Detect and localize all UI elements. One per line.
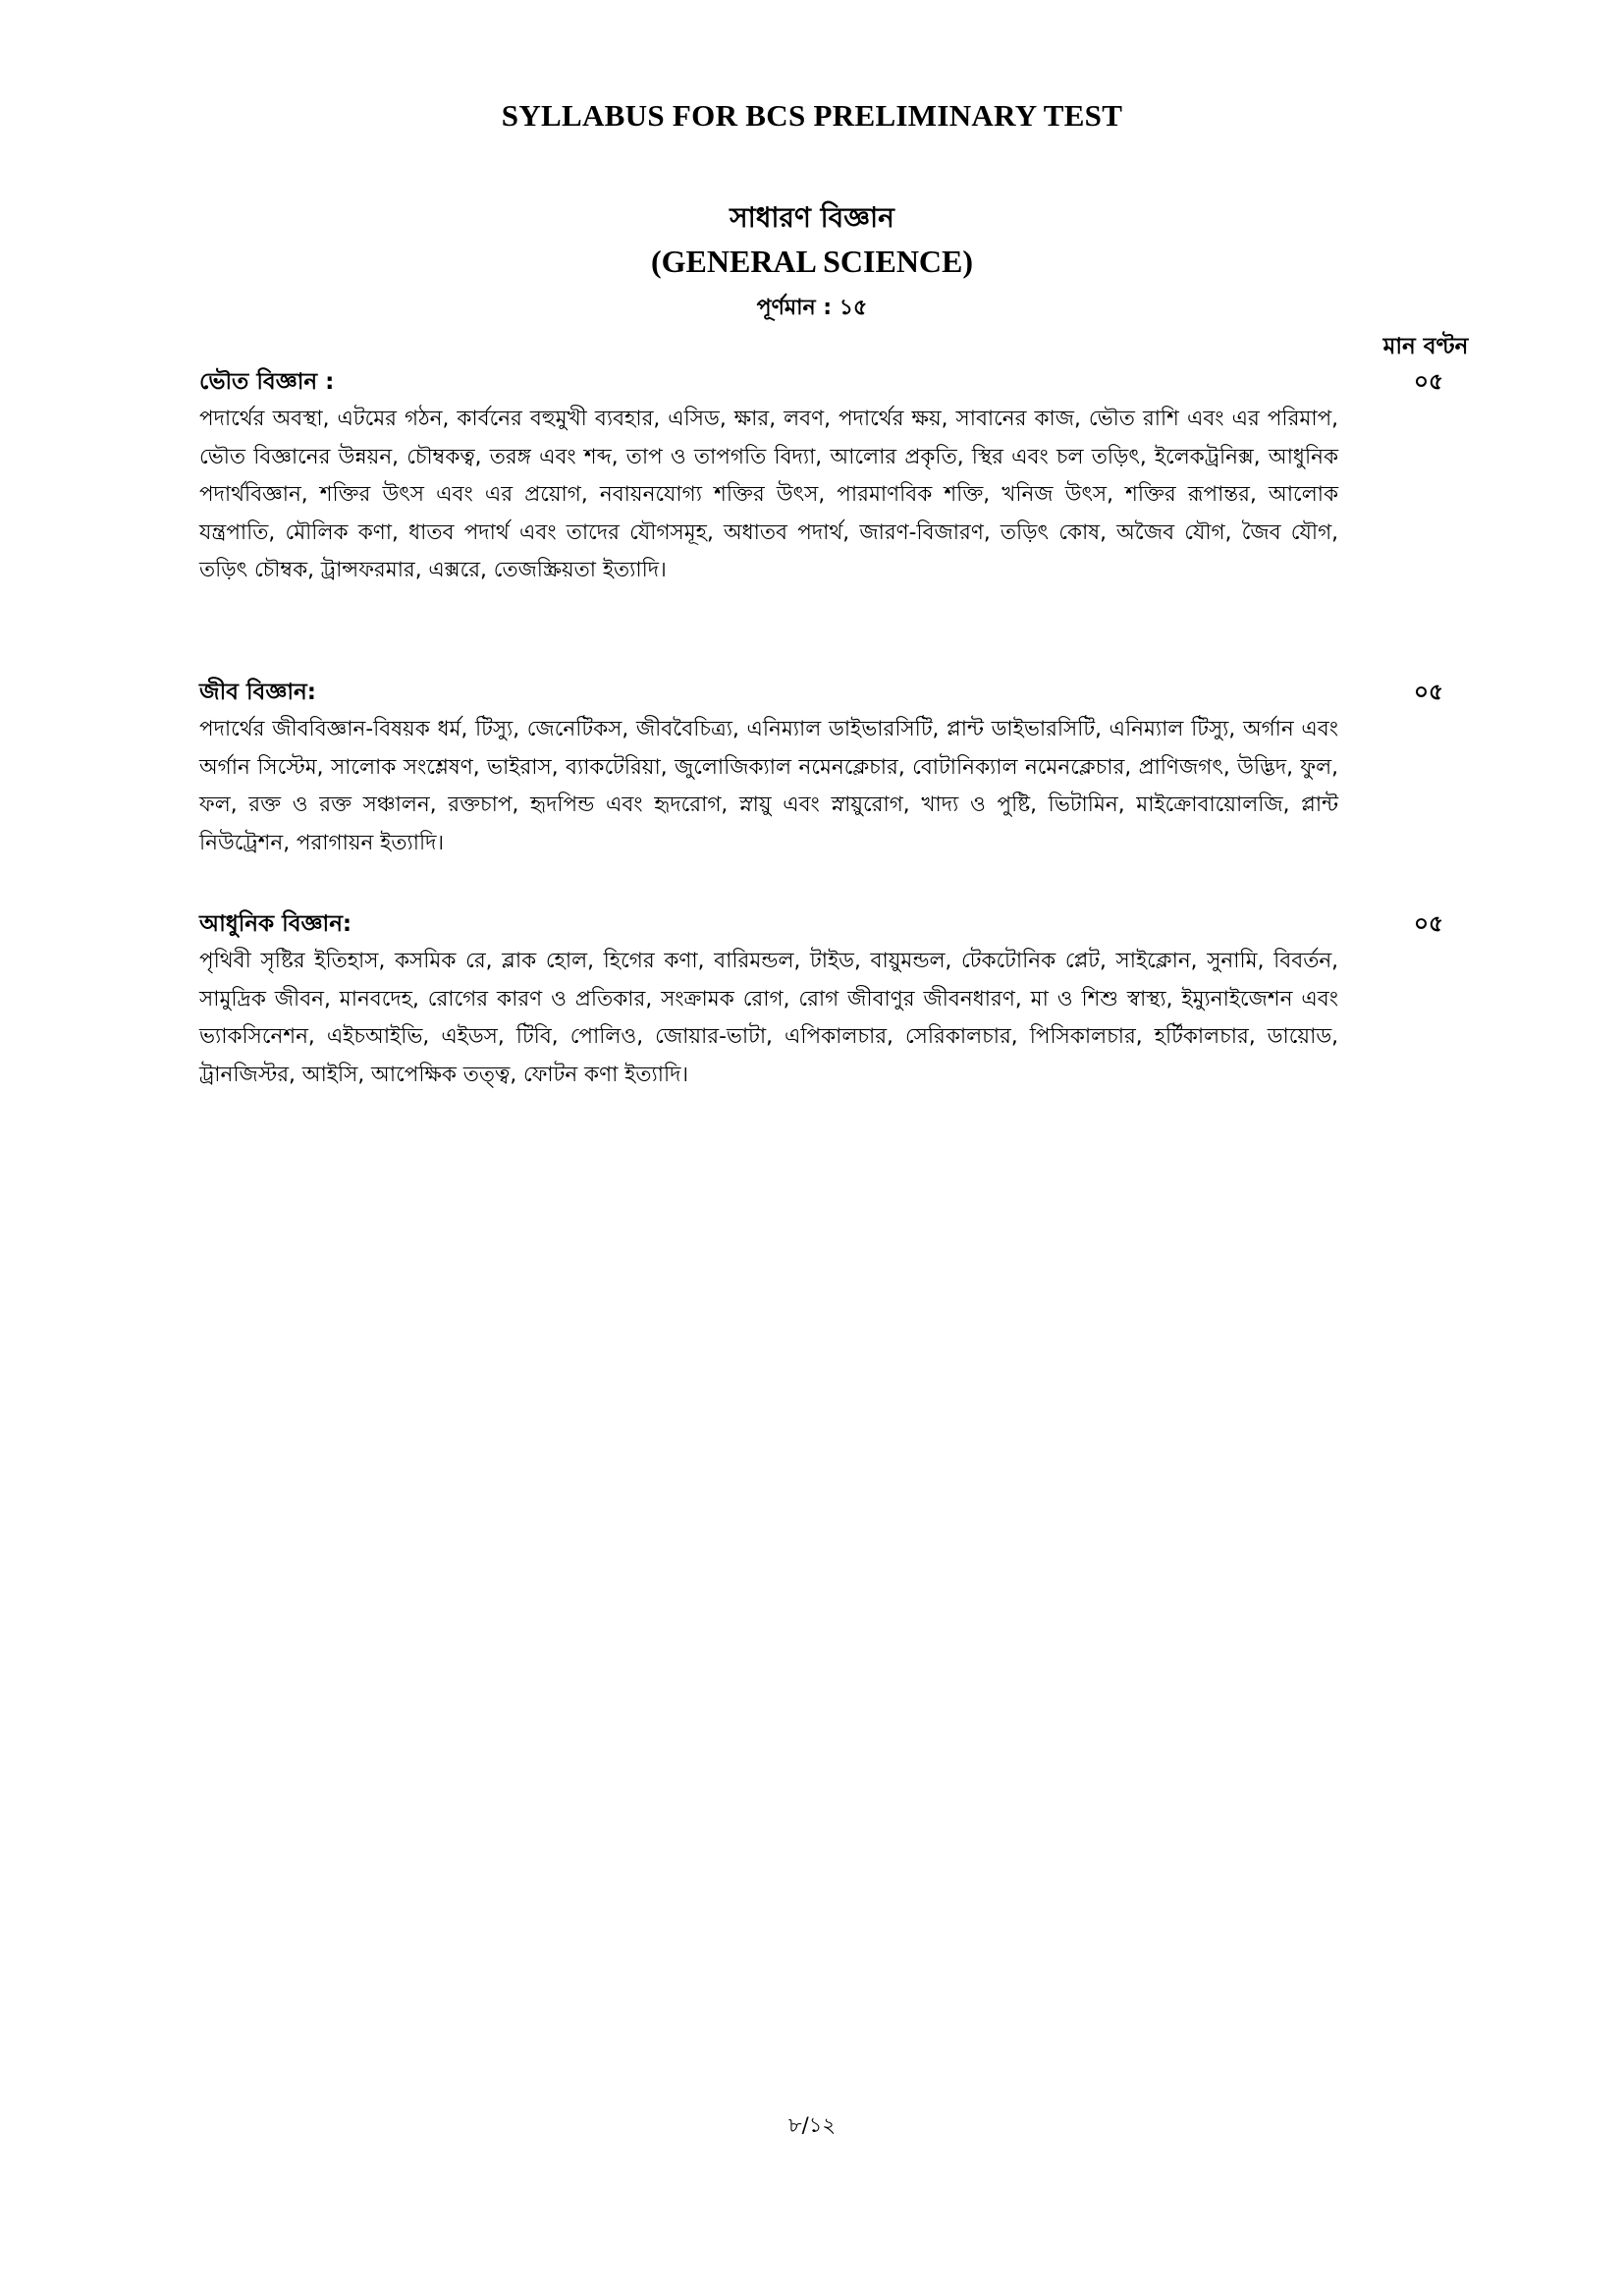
section-body: পৃথিবী সৃষ্টির ইতিহাস, কসমিক রে, ব্লাক হোল, হিগের কণা, বারিমন্ডল, টাইড, বায়ুমন্ডল, টেকটোনিক প্লেট, সাইক্লোন, সুনামি, বিবর্তন, সামুদ্রিক জীবন, মানবদেহ, রোগের কারণ ও প্রতিকার, সংক্রামক রোগ, রোগ জীবাণুর জীবনধারণ, মা ও শিশু স্বাস্থ্য, ইম্যুনাইজেশন এবং ভ্যাকসিনেশন, এইচআইভি, এইডস, টিবি, পোলিও, জোয়ার-ভাটা, এপিকালচার, সেরিকালচার, পিসিকালচার, হর্টিকালচার, ডায়োড, ট্রানজিস্টর, আইসি, আপেক্ষিক তত্ত্ব, ফোটন কণা ইত্যাদি।	[199, 949, 1338, 1087]
section-biological-science	[199, 674, 1338, 862]
section-marks: ০৫	[1414, 369, 1443, 395]
page-number: ৮/১২	[788, 2113, 836, 2137]
marks-distribution-header: মান বণ্টন	[1382, 334, 1469, 359]
section-marks: ০৫	[1414, 911, 1443, 937]
section-body: পদার্থের জীববিজ্ঞান-বিষয়ক ধর্ম, টিস্যু, জেনেটিকস, জীববৈচিত্র্য, এনিম্যাল ডাইভারসিটি, প্লান্ট ডাইভারসিটি, এনিম্যাল টিস্যু, অর্গান এবং অর্গান সিস্টেম, সালোক সংশ্লেষণ, ভাইরাস, ব্যাকটেরিয়া, জুলোজিক্যাল নমেনক্লেচার, বোটানিক্যাল নমেনক্লেচার, প্রাণিজগৎ, উদ্ভিদ, ফুল, ফল, রক্ত ও রক্ত সঞ্চালন, রক্তচাপ, হৃদপিন্ড এবং হৃদরোগ, স্নায়ু এবং স্নায়ুরোগ, খাদ্য ও পুষ্টি, ভিটামিন, মাইক্রোবায়োলজি, প্লান্ট নিউট্রেশন, পরাগায়ন ইত্যাদি।	[199, 717, 1338, 855]
subject-title-english: (GENERAL SCIENCE)	[650, 244, 974, 279]
section-heading: জীব বিজ্ঞান:	[199, 680, 316, 705]
full-marks: পূর্ণমান : ১৫	[756, 296, 868, 320]
section-modern-science	[199, 905, 1338, 1094]
document-title: SYLLABUS FOR BCS PRELIMINARY TEST	[501, 98, 1123, 133]
section-physical-science	[199, 363, 1338, 590]
section-body: পদার্থের অবস্থা, এটমের গঠন, কার্বনের বহুমুখী ব্যবহার, এসিড, ক্ষার, লবণ, পদার্থের ক্ষয়, সাবানের কাজ, ভৌত রাশি এবং এর পরিমাপ, ভৌত বিজ্ঞানের উন্নয়ন, চৌম্বকত্ব, তরঙ্গ এবং শব্দ, তাপ ও তাপগতি বিদ্যা, আলোর প্রকৃতি, স্থির এবং চল তড়িৎ, ইলেকট্রনিক্স, আধুনিক পদার্থবিজ্ঞান, শক্তির উৎস এবং এর প্রয়োগ, নবায়নযোগ্য শক্তির উৎস, পারমাণবিক শক্তি, খনিজ উৎস, শক্তির রূপান্তর, আলোক যন্ত্রপাতি, মৌলিক কণা, ধাতব পদার্থ এবং তাদের যৌগসমূহ, অধাতব পদার্থ, জারণ-বিজারণ, তড়িৎ কোষ, অজৈব যৌগ, জৈব যৌগ, তড়িৎ চৌম্বক, ট্রান্সফরমার, এক্সরে, তেজস্ক্রিয়তা ইত্যাদি।	[199, 407, 1338, 583]
subject-title-bengali: সাধারণ বিজ্ঞান	[730, 201, 894, 234]
section-marks: ০৫	[1414, 680, 1443, 705]
section-heading: ভৌত বিজ্ঞান :	[199, 369, 335, 395]
section-heading: আধুনিক বিজ্ঞান:	[199, 911, 352, 937]
